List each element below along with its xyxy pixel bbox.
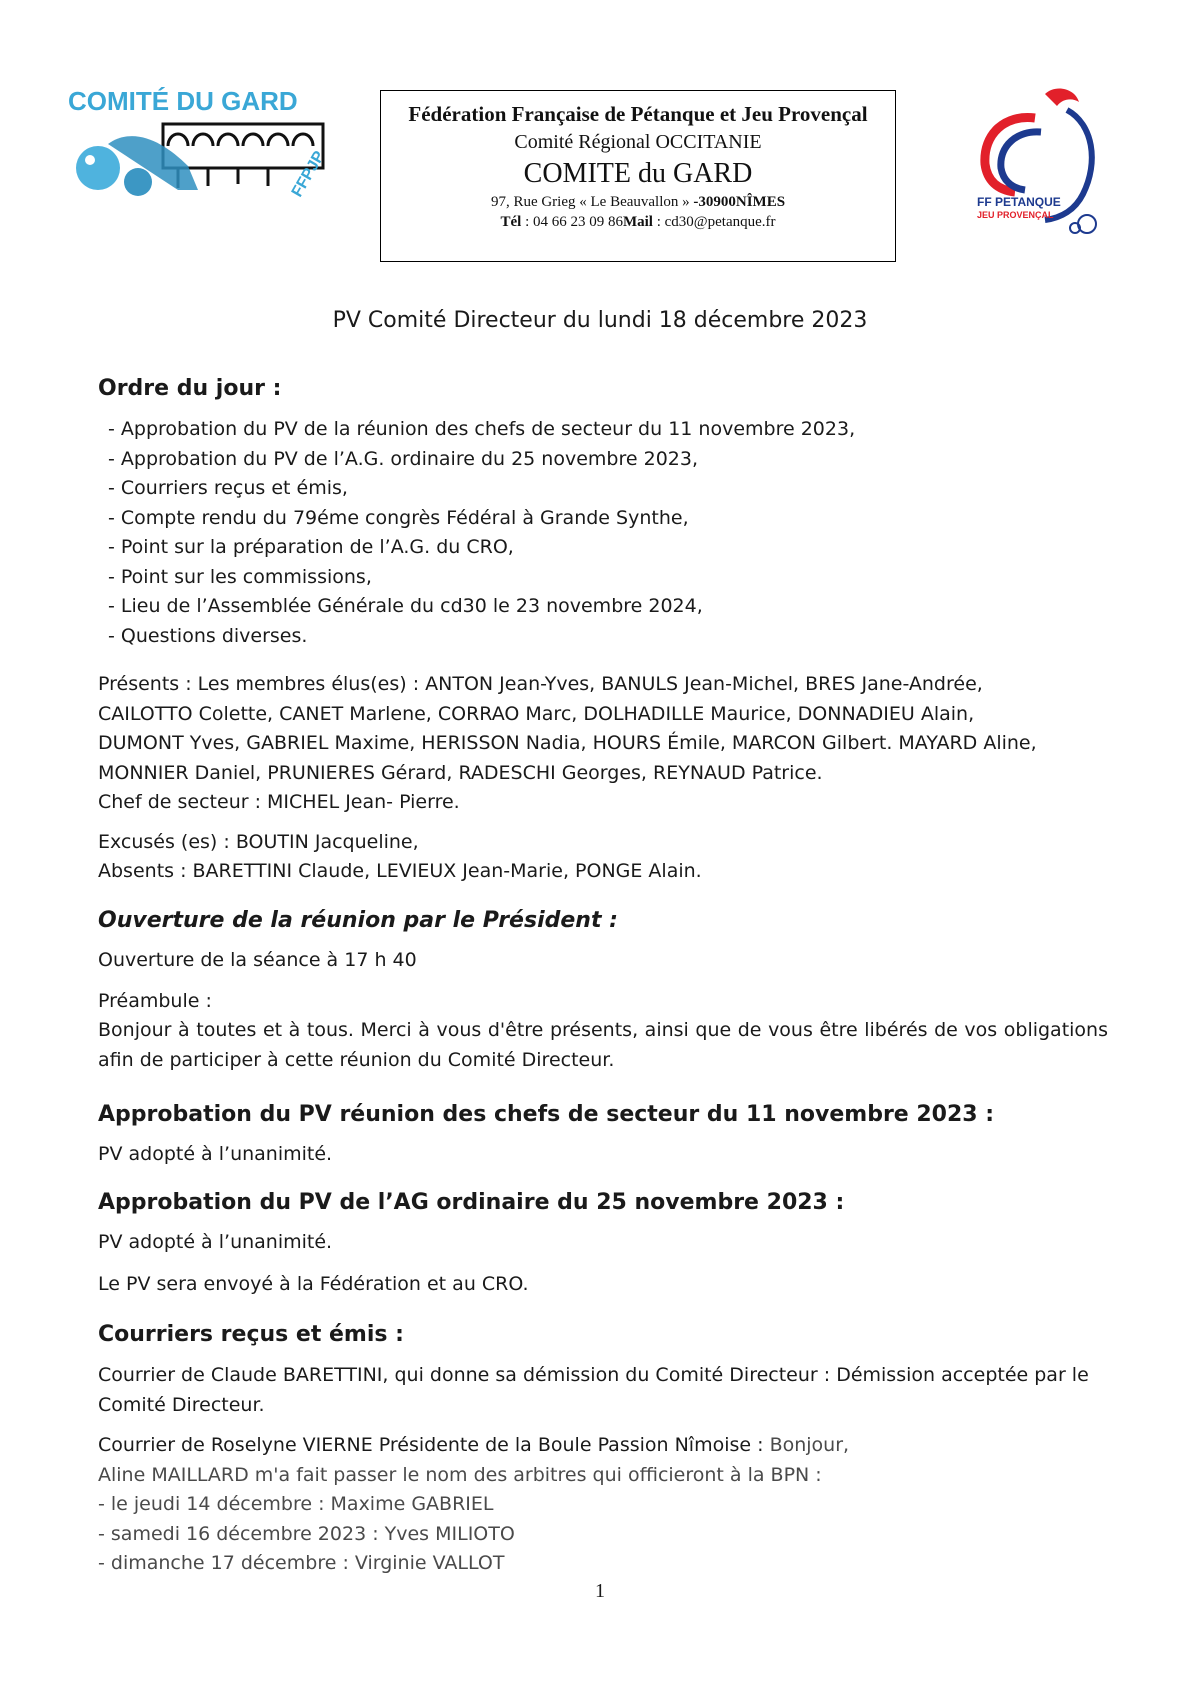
excused-line: Excusés (es) : BOUTIN Jacqueline,	[98, 830, 419, 853]
federation-name: Fédération Française de Pétanque et Jeu Provençal	[408, 102, 868, 126]
vierne-letter-line: - le jeudi 14 décembre : Maxime GABRIEL	[98, 1493, 494, 1515]
mail-section	[98, 1320, 1108, 1579]
preamble-label: Préambule :	[98, 989, 212, 1012]
approval-ag-heading: Approbation du PV de l’AG ordinaire du 25 novembre 2023 :	[98, 1190, 845, 1215]
agenda-item: - Point sur la préparation de l’A.G. du CRO,	[108, 536, 514, 558]
approval-ag-section	[98, 1188, 1108, 1299]
agenda-item: - Questions diverses.	[108, 624, 308, 647]
agenda-item: - Courriers reçus et émis,	[108, 477, 348, 499]
sector-chief-line: Chef de secteur : MICHEL Jean- Pierre.	[98, 791, 460, 813]
pont-du-gard-petanque-logo-icon	[68, 86, 338, 206]
mail-value: : cd30@petanque.fr	[652, 214, 776, 230]
opening-heading: Ouverture de la réunion par le Président :	[98, 908, 618, 933]
present-line: Présents : Les membres élus(es) : ANTON Jean-Yves, BANULS Jean-Michel, BRES Jane-Andrée,	[98, 673, 983, 695]
present-line: CAILOTTO Colette, CANET Marlene, CORRAO Marc, DOLHADILLE Maurice, DONNADIEU Alain,	[98, 702, 975, 725]
attendance-section	[98, 670, 1108, 887]
vierne-letter-line: - samedi 16 décembre 2023 : Yves MILIOTO	[98, 1522, 515, 1545]
committee-name: COMITE du GARD	[523, 158, 753, 189]
agenda-heading: Ordre du jour :	[98, 376, 282, 401]
approval-ag-followup: Le PV sera envoyé à la Fédération et au CRO.	[98, 1272, 529, 1295]
regional-committee: Comité Régional OCCITANIE	[514, 131, 762, 153]
address-street: 97, Rue Grieg « Le Beauvallon »	[490, 194, 694, 210]
tel-value: : 04 66 23 09 86	[521, 214, 623, 230]
approval-ag-text: PV adopté à l’unanimité.	[98, 1231, 333, 1253]
barettini-letter: Courrier de Claude BARETTINI, qui donne sa démission du Comité Directeur : Démission acceptée par le Comité Directeur.	[98, 1364, 1089, 1416]
logo-left-text: COMITÉ DU GARD	[68, 86, 298, 116]
vierne-letter-line: Aline MAILLARD m'a fait passer le nom des arbitres qui officieront à la BPN :	[98, 1463, 822, 1486]
ff-petanque-logo	[975, 84, 1115, 244]
opening-time: Ouverture de la séance à 17 h 40	[98, 949, 417, 971]
agenda-item: - Lieu de l’Assemblée Générale du cd30 le 23 novembre 2024,	[108, 595, 703, 617]
agenda-item: - Point sur les commissions,	[108, 565, 372, 588]
rooster-logo-icon	[975, 84, 1115, 244]
mail-heading: Courriers reçus et émis :	[98, 1322, 404, 1347]
tel-label: Tél	[500, 214, 522, 230]
agenda-item: - Compte rendu du 79éme congrès Fédéral à Grande Synthe,	[108, 506, 689, 529]
vierne-letter-line: - dimanche 17 décembre : Virginie VALLOT	[98, 1552, 505, 1574]
agenda-section	[98, 374, 1108, 651]
page-number: 1	[595, 1580, 605, 1602]
agenda-list	[98, 415, 1108, 651]
contact-line	[381, 212, 895, 232]
federation-header-box	[380, 90, 896, 262]
document-title: PV Comité Directeur du lundi 18 décembre 2023	[332, 308, 868, 333]
address-city: -30900NÎMES	[693, 194, 786, 210]
present-line: DUMONT Yves, GABRIEL Maxime, HERISSON Nadia, HOURS Émile, MARCON Gilbert. MAYARD Aline,	[98, 732, 1037, 754]
comite-du-gard-logo	[68, 86, 338, 206]
logo-right-line1: FF PETANQUE	[977, 195, 1061, 209]
agenda-item: - Approbation du PV de la réunion des chefs de secteur du 11 novembre 2023,	[108, 418, 856, 440]
opening-section	[98, 906, 1108, 1075]
logo-right-line2: JEU PROVENÇAL	[977, 210, 1054, 220]
approval-chefs-heading: Approbation du PV réunion des chefs de secteur du 11 novembre 2023 :	[98, 1102, 995, 1127]
logo-left-badge: FFPJP	[288, 148, 329, 200]
present-line: MONNIER Daniel, PRUNIERES Gérard, RADESCHI Georges, REYNAUD Patrice.	[98, 761, 823, 784]
vierne-letter-sender: Courrier de Roselyne VIERNE Présidente de la Boule Passion Nîmoise :	[98, 1434, 770, 1456]
vierne-greeting: Bonjour,	[769, 1434, 850, 1456]
address-line	[381, 192, 895, 212]
mail-label: Mail	[622, 214, 653, 230]
agenda-item: - Approbation du PV de l’A.G. ordinaire du 25 novembre 2023,	[108, 447, 698, 470]
vierne-letter-intro	[98, 1431, 1108, 1461]
approval-chefs-section	[98, 1100, 1108, 1170]
absent-line: Absents : BARETTINI Claude, LEVIEUX Jean-Marie, PONGE Alain.	[98, 860, 702, 882]
preamble-text: Bonjour à toutes et à tous. Merci à vous d'être présents, ainsi que de vous être libérés de vos obligations afin de participer à cette réunion du Comité Directeur.	[98, 1019, 1108, 1071]
approval-chefs-text: PV adopté à l’unanimité.	[98, 1143, 333, 1165]
